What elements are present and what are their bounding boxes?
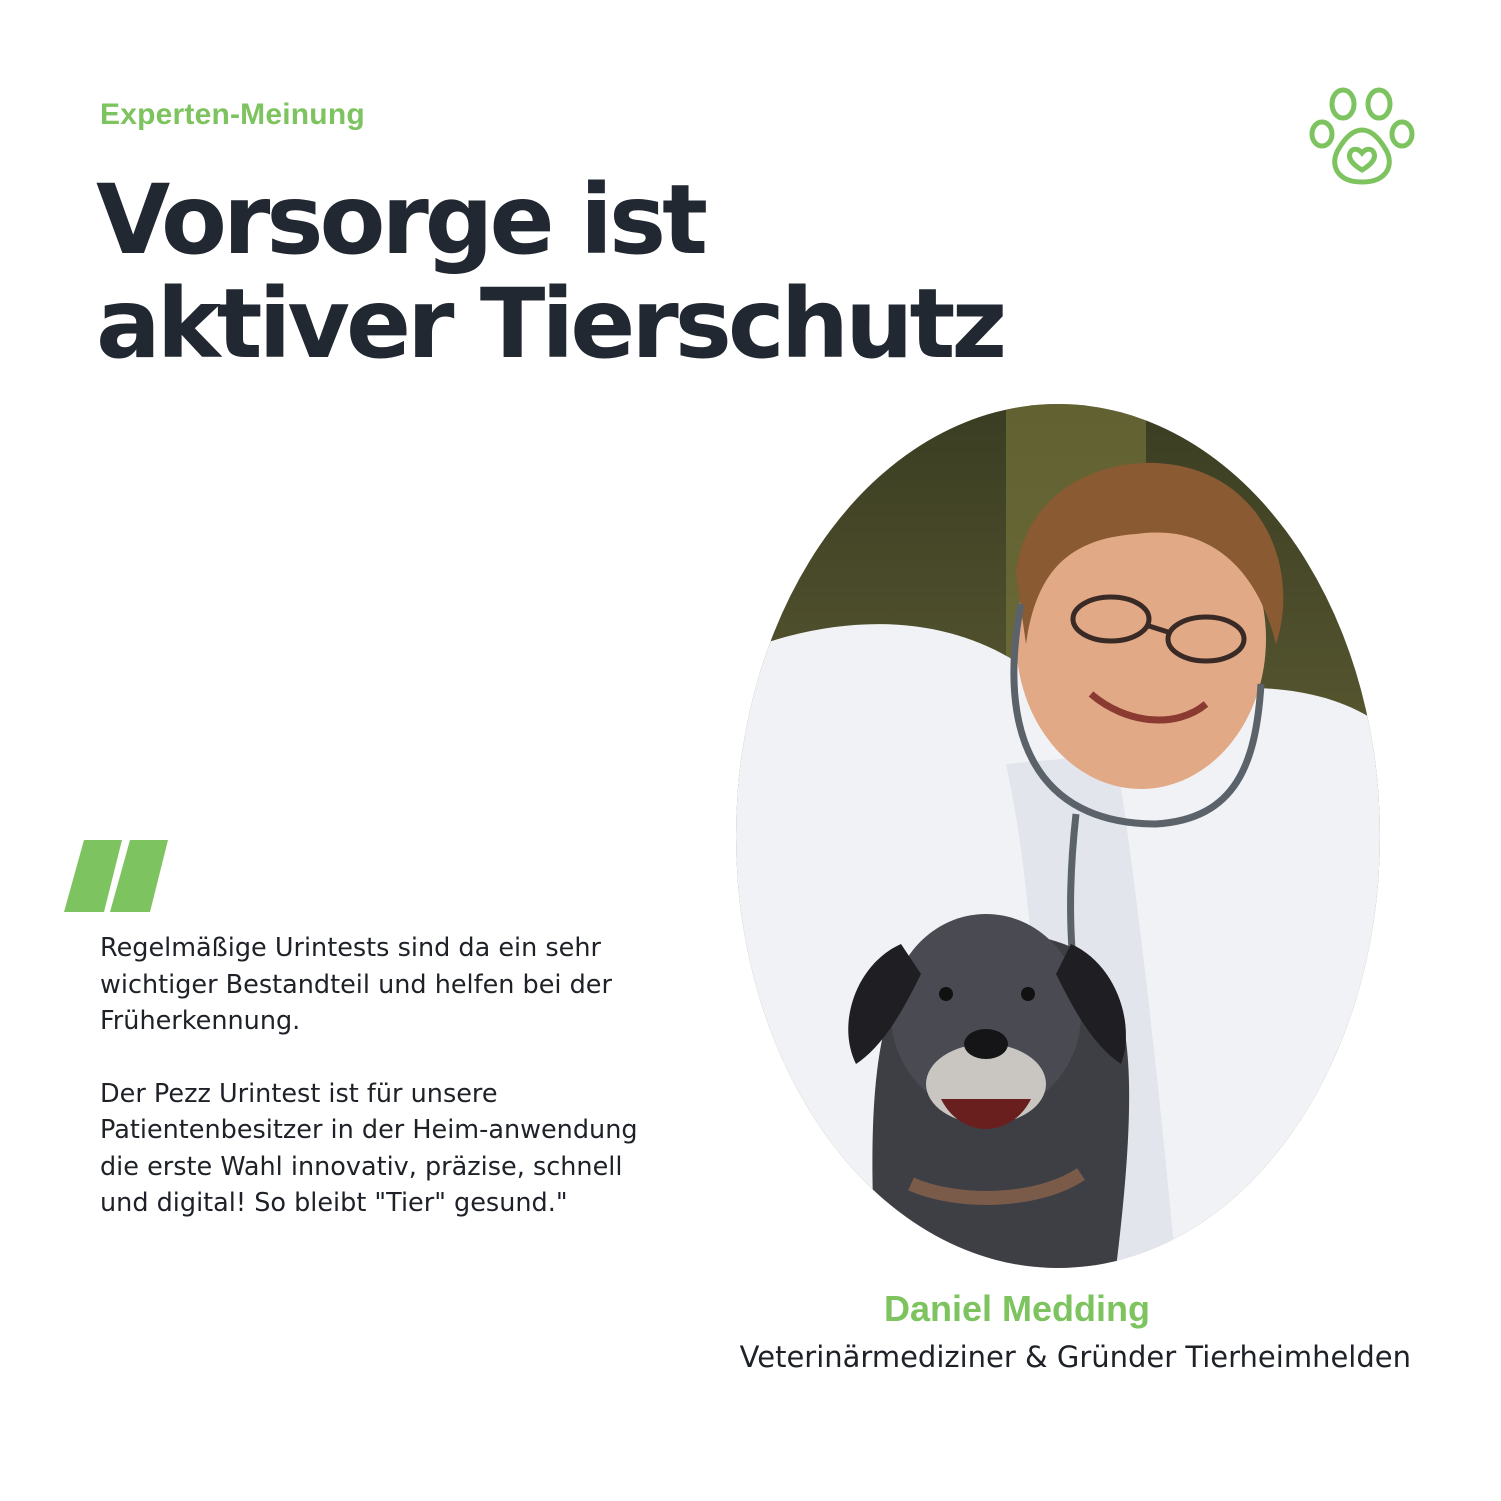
quote-paragraph-1: Regelmäßige Urintests sind da ein sehr wichtiger Bestandteil und helfen bei der Früherkennung.	[100, 933, 612, 1036]
headline-line-1: Vorsorge ist	[96, 164, 704, 276]
portrait-photo	[736, 404, 1380, 1268]
quote-text	[100, 930, 670, 1222]
headline-line-2: aktiver Tierschutz	[96, 268, 1004, 380]
headline	[96, 164, 1196, 380]
author-role: Veterinärmediziner & Gründer Tierheimhelden	[739, 1340, 1411, 1374]
author-name: Daniel Medding	[884, 1288, 1151, 1329]
kicker-label: Experten-Meinung	[100, 98, 365, 131]
paw-heart-icon	[1306, 84, 1418, 188]
quote-paragraph-2: Der Pezz Urintest ist für unsere Patientenbesitzer in der Heim-anwendung die erste Wahl innovativ, präzise, schnell und digital! So bleibt "Tier" gesund."	[100, 1078, 638, 1218]
quote-mark-icon	[64, 840, 168, 914]
